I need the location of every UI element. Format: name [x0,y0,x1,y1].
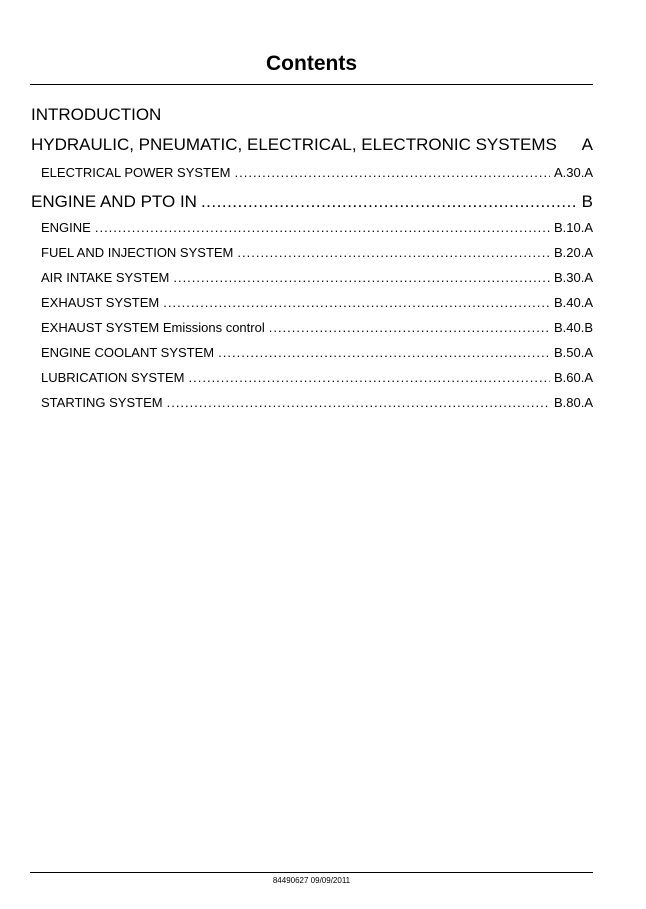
dot-leader [269,319,550,337]
dot-leader [218,344,550,362]
toc-entry-air-intake-system[interactable] [41,269,593,287]
toc-section-a[interactable] [31,134,593,156]
toc-entry-exhaust-system-emissions-control[interactable] [41,319,593,337]
page-title: Contents [266,52,357,75]
toc-entry-engine-coolant-system[interactable] [41,344,593,362]
toc-code: B.20.A [553,245,593,260]
toc-label: AIR INTAKE SYSTEM [41,270,170,285]
toc-label: HYDRAULIC, PNEUMATIC, ELECTRICAL, ELECTRONIC SYSTEMS [31,135,557,154]
toc-label: STARTING SYSTEM [41,395,163,410]
dot-leader [167,394,550,412]
toc-code: A.30.A [553,165,593,180]
toc-code: B.10.A [553,220,593,235]
dot-leader [163,294,550,312]
toc-label: ENGINE AND PTO IN [31,192,197,211]
toc-label: EXHAUST SYSTEM Emissions control [41,320,265,335]
toc-entry-fuel-and-injection-system[interactable] [41,244,593,262]
dot-leader [95,219,550,237]
toc-entry-starting-system[interactable] [41,394,593,412]
toc-label: ENGINE [41,220,91,235]
toc-label: FUEL AND INJECTION SYSTEM [41,245,234,260]
toc-code: A [581,135,593,154]
dot-leader [235,164,550,182]
toc-section-b[interactable] [31,191,593,213]
toc-code: B [581,192,593,211]
toc-code: B.40.B [553,320,593,335]
toc-entry-introduction[interactable] [31,104,593,126]
toc-code: B.80.A [553,395,593,410]
toc-label: ENGINE COOLANT SYSTEM [41,345,215,360]
toc-label: EXHAUST SYSTEM [41,295,160,310]
toc-entry-engine[interactable] [41,219,593,237]
toc-entry-exhaust-system[interactable] [41,294,593,312]
dot-leader [189,369,550,387]
dot-leader [237,244,550,262]
toc-entry-lubrication-system[interactable] [41,369,593,387]
toc-code: B.60.A [553,370,593,385]
dot-leader [201,191,578,213]
toc-label: INTRODUCTION [31,105,162,124]
toc-label: LUBRICATION SYSTEM [41,370,185,385]
toc-code: B.30.A [553,270,593,285]
footer-document-id: 84490627 09/09/2011 [272,876,351,885]
title-divider [30,84,593,85]
toc-code: B.40.A [553,295,593,310]
toc-entry-electrical-power-system[interactable] [41,164,593,182]
footer-divider [30,872,593,873]
toc-code: B.50.A [553,345,593,360]
toc-label: ELECTRICAL POWER SYSTEM [41,165,231,180]
dot-leader [173,269,550,287]
